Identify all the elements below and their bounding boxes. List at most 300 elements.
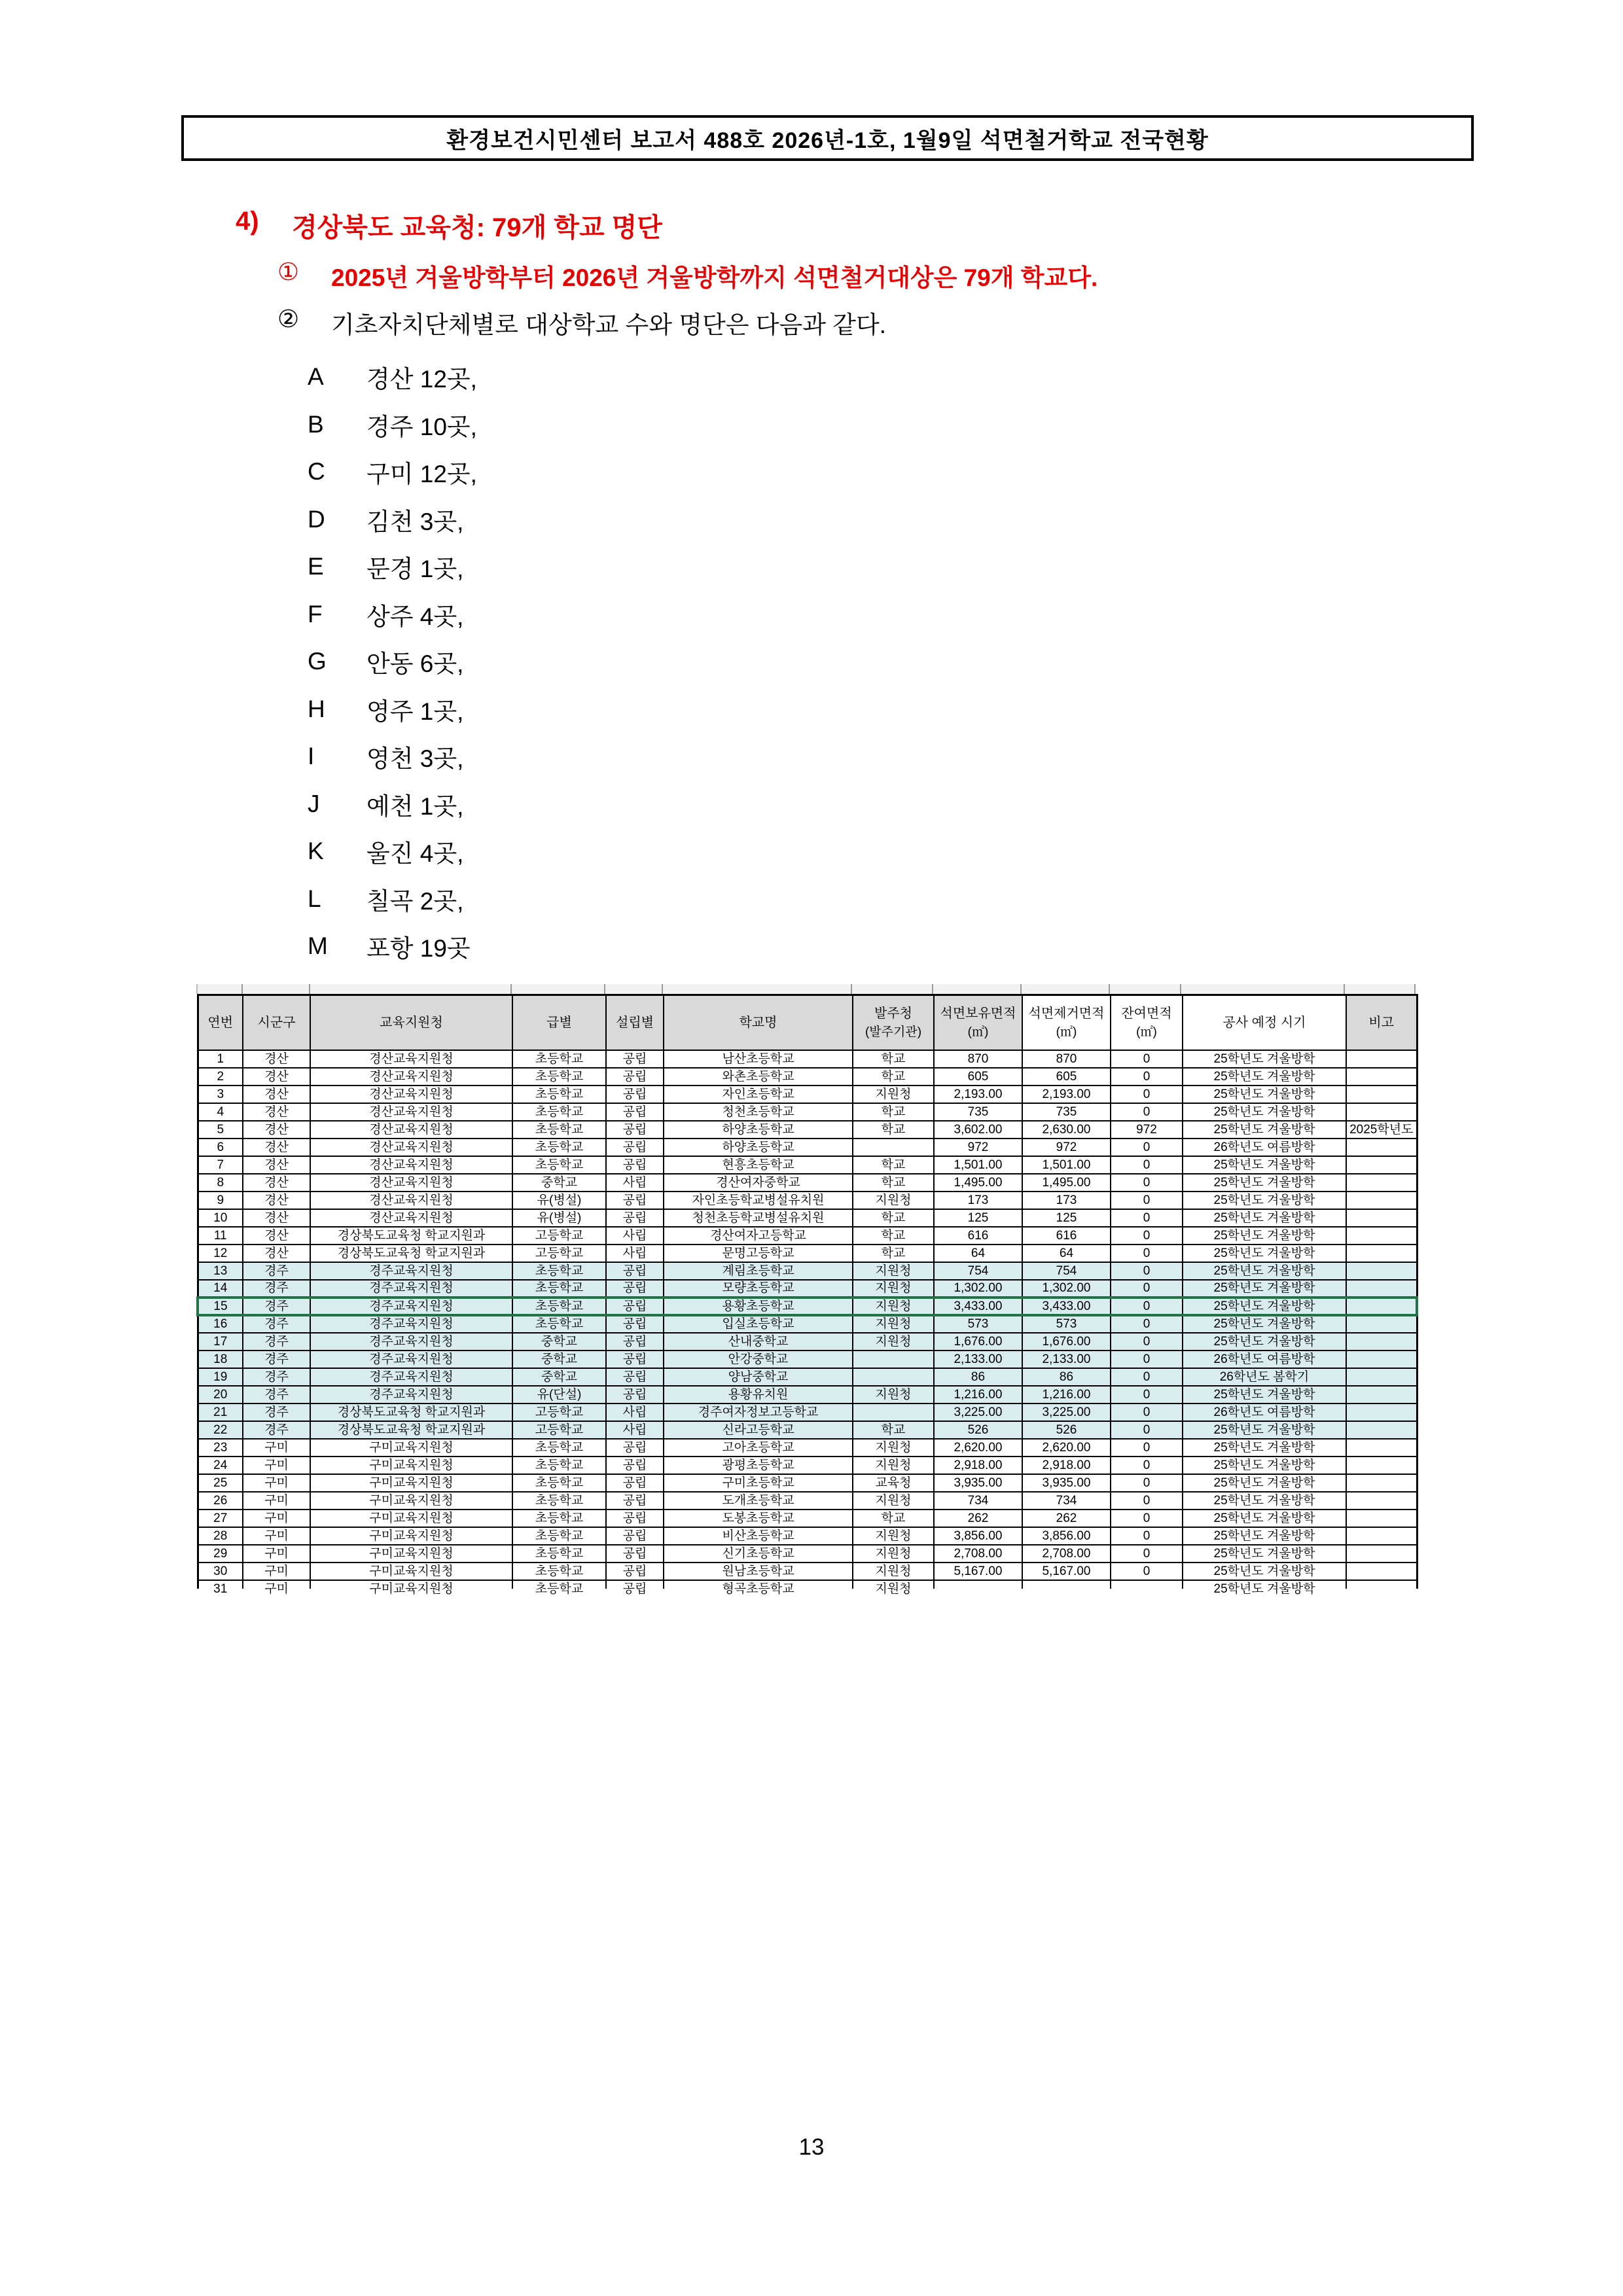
- report-title: 환경보건시민센터 보고서 488호 2026년-1호, 1월9일 석면철거학교 전국현황: [446, 128, 1209, 153]
- table-cell: 구미: [243, 1439, 310, 1457]
- section-heading: [236, 207, 662, 244]
- table-cell: 구미: [243, 1510, 310, 1527]
- table-cell: 9: [198, 1192, 243, 1209]
- table-cell: 구미교육지원청: [310, 1457, 512, 1474]
- column-header-label: 연번: [207, 1015, 234, 1030]
- table-cell: 지원청: [853, 1457, 934, 1474]
- table-cell: 원남초등학교: [664, 1563, 853, 1580]
- clipped-text: [200, 1581, 241, 1596]
- table-cell: 지원청: [853, 1333, 934, 1351]
- table-cell: 262: [1022, 1510, 1111, 1527]
- table-cell: [1346, 1139, 1417, 1156]
- table-cell: 25학년도 겨울방학: [1183, 1298, 1346, 1315]
- column-header-unit: (발주기관): [865, 1025, 922, 1039]
- table-cell: 지원청: [853, 1386, 934, 1404]
- table-cell: 자인초등학교병설유치원: [664, 1192, 853, 1209]
- table-cell: 0: [1111, 1333, 1183, 1351]
- table-cell: 0: [1111, 1315, 1183, 1333]
- clipped-text: [312, 1581, 510, 1596]
- school-table: [196, 994, 1418, 1596]
- section-item-2: [277, 305, 886, 340]
- table-cell: 5: [198, 1121, 243, 1139]
- table-cell: 573: [1022, 1315, 1111, 1333]
- table-cell: 경산교육지원청: [310, 1156, 512, 1174]
- table-cell: 공립: [606, 1139, 664, 1156]
- table-cell: 0: [1111, 1421, 1183, 1439]
- table-cell: 3,225.00: [934, 1404, 1022, 1421]
- sliver-cell: [198, 984, 243, 994]
- city-letter: E: [308, 553, 324, 580]
- table-cell: 유(단설): [512, 1386, 606, 1404]
- table-cell: 616: [1022, 1227, 1111, 1245]
- table-cell: 중학교: [512, 1333, 606, 1351]
- column-header-label: 급별: [546, 1015, 572, 1030]
- sliver-cell: [605, 984, 663, 994]
- table-cell: 23: [198, 1439, 243, 1457]
- city-count-text: 상주 4곳,: [366, 603, 464, 630]
- city-list-item: [308, 875, 477, 923]
- table-cell: 22: [198, 1421, 243, 1439]
- table-cell: 공립: [606, 1492, 664, 1510]
- table-cell: 24: [198, 1457, 243, 1474]
- table-cell: 초등학교: [512, 1563, 606, 1580]
- sliver-cell: [310, 984, 512, 994]
- table-cell: 경산교육지원청: [310, 1068, 512, 1086]
- table-row: [198, 1209, 1417, 1227]
- table-cell-partial: [1022, 1580, 1111, 1589]
- table-cell: 경산교육지원청: [310, 1086, 512, 1103]
- table-cell: 경산: [243, 1192, 310, 1209]
- table-cell: 양남중학교: [664, 1368, 853, 1386]
- table-cell: 안강중학교: [664, 1351, 853, 1368]
- table-cell: 학교: [853, 1227, 934, 1245]
- table-cell: 0: [1111, 1439, 1183, 1457]
- table-row: [198, 1103, 1417, 1121]
- column-header-label: 잔여면적: [1121, 1006, 1172, 1021]
- table-cell: [1346, 1439, 1417, 1457]
- clipped-text-inner: 구미교육지원청: [369, 1581, 454, 1596]
- clipped-text: [1185, 1581, 1344, 1596]
- clipped-text: [245, 1581, 308, 1596]
- column-header-label: 석면제거면적: [1028, 1006, 1105, 1021]
- table-cell: 신기초등학교: [664, 1545, 853, 1563]
- table-cell: 8: [198, 1174, 243, 1192]
- table-cell: 공립: [606, 1315, 664, 1333]
- city-letter: D: [308, 505, 325, 533]
- city-list-item: [308, 733, 477, 781]
- table-cell: 4: [198, 1103, 243, 1121]
- clipped-text: [1348, 1581, 1415, 1589]
- table-cell: 870: [934, 1050, 1022, 1068]
- table-cell: 1,216.00: [1022, 1386, 1111, 1404]
- table-cell: 경산: [243, 1121, 310, 1139]
- table-cell: [853, 1404, 934, 1421]
- city-count-text: 구미 12곳,: [366, 461, 477, 488]
- table-cell: 2,193.00: [934, 1086, 1022, 1103]
- clipped-text-inner: 31: [213, 1581, 228, 1596]
- table-cell: 26학년도 여름방학: [1183, 1404, 1346, 1421]
- table-cell: 경주: [243, 1262, 310, 1280]
- table-cell: 2,133.00: [934, 1351, 1022, 1368]
- table-cell: 초등학교: [512, 1545, 606, 1563]
- table-cell: 경산교육지원청: [310, 1192, 512, 1209]
- city-letter: C: [308, 458, 325, 486]
- table-row: [198, 1527, 1417, 1545]
- table-cell: 25학년도 겨울방학: [1183, 1527, 1346, 1545]
- table-cell: 173: [934, 1192, 1022, 1209]
- table-cell: 10: [198, 1209, 243, 1227]
- table-cell: 0: [1111, 1174, 1183, 1192]
- table-cell: 5,167.00: [934, 1563, 1022, 1580]
- table-cell: 870: [1022, 1050, 1111, 1068]
- table-cell: 경주: [243, 1368, 310, 1386]
- city-count-text: 칠곡 2곳,: [366, 887, 464, 915]
- table-cell: 0: [1111, 1192, 1183, 1209]
- table-cell: 학교: [853, 1050, 934, 1068]
- table-cell: [1346, 1103, 1417, 1121]
- table-cell: 초등학교: [512, 1156, 606, 1174]
- table-cell: 25학년도 겨울방학: [1183, 1386, 1346, 1404]
- table-cell: 학교: [853, 1121, 934, 1139]
- section-item-1: [277, 258, 1097, 293]
- table-cell: 0: [1111, 1245, 1183, 1262]
- city-count-text: 영천 3곳,: [366, 745, 464, 773]
- table-cell: 1,501.00: [1022, 1156, 1111, 1174]
- table-cell: 지원청: [853, 1492, 934, 1510]
- column-header-label: 비고: [1368, 1015, 1395, 1030]
- column-header: [1022, 995, 1111, 1050]
- table-cell: 경주교육지원청: [310, 1298, 512, 1315]
- section-number: 4): [236, 207, 259, 236]
- table-cell: 7: [198, 1156, 243, 1174]
- table-cell: 초등학교: [512, 1315, 606, 1333]
- city-list: [308, 353, 477, 970]
- table-cell: 초등학교: [512, 1280, 606, 1298]
- table-cell: 3,433.00: [1022, 1298, 1111, 1315]
- table-cell: 경주: [243, 1404, 310, 1421]
- column-header: [310, 995, 512, 1050]
- table-cell: [1346, 1368, 1417, 1386]
- table-cell: 공립: [606, 1527, 664, 1545]
- table-row: [198, 1457, 1417, 1474]
- table-cell: 3,856.00: [934, 1527, 1022, 1545]
- column-header: [1111, 995, 1183, 1050]
- table-cell: 학교: [853, 1068, 934, 1086]
- table-cell: [1346, 1492, 1417, 1510]
- table-cell: 학교: [853, 1174, 934, 1192]
- table-cell: 경주: [243, 1280, 310, 1298]
- table-cell: 0: [1111, 1545, 1183, 1563]
- table-cell: 공립: [606, 1280, 664, 1298]
- table-cell: 경주교육지원청: [310, 1368, 512, 1386]
- column-header: [512, 995, 606, 1050]
- table-cell: 0: [1111, 1139, 1183, 1156]
- table-cell: 16: [198, 1315, 243, 1333]
- table-cell: 용황초등학교: [664, 1298, 853, 1315]
- table-cell: 경산교육지원청: [310, 1139, 512, 1156]
- city-count-text: 문경 1곳,: [366, 556, 464, 583]
- table-cell: 0: [1111, 1050, 1183, 1068]
- table-cell: 173: [1022, 1192, 1111, 1209]
- table-cell: 초등학교: [512, 1439, 606, 1457]
- table-cell: 지원청: [853, 1563, 934, 1580]
- table-cell: 공립: [606, 1351, 664, 1368]
- table-cell: 1,676.00: [934, 1333, 1022, 1351]
- table-row-partial: [198, 1580, 1417, 1589]
- table-cell: 학교: [853, 1156, 934, 1174]
- table-cell: [1346, 1192, 1417, 1209]
- table-cell: 0: [1111, 1404, 1183, 1421]
- city-list-item: [308, 781, 477, 828]
- table-cell: 0: [1111, 1227, 1183, 1245]
- table-cell: 경산: [243, 1156, 310, 1174]
- table-cell: 초등학교: [512, 1527, 606, 1545]
- table-cell: 1,216.00: [934, 1386, 1022, 1404]
- city-letter: I: [308, 743, 315, 770]
- table-cell: 25학년도 겨울방학: [1183, 1121, 1346, 1139]
- table-cell: 현흥초등학교: [664, 1156, 853, 1174]
- column-header: [664, 995, 853, 1050]
- city-letter: H: [308, 695, 325, 722]
- table-cell: 30: [198, 1563, 243, 1580]
- table-header-row: [198, 995, 1417, 1050]
- table-cell: 25학년도 겨울방학: [1183, 1050, 1346, 1068]
- table-cell: 경산교육지원청: [310, 1103, 512, 1121]
- table-cell: [1346, 1227, 1417, 1245]
- table-cell: 경산교육지원청: [310, 1209, 512, 1227]
- table-cell: 경주: [243, 1421, 310, 1439]
- table-cell: 2,133.00: [1022, 1351, 1111, 1368]
- table-cell: 경주: [243, 1386, 310, 1404]
- table-cell: [1346, 1262, 1417, 1280]
- table-cell: 25학년도 겨울방학: [1183, 1068, 1346, 1086]
- table-cell: 지원청: [853, 1545, 934, 1563]
- city-count-text: 영주 1곳,: [366, 698, 464, 725]
- table-cell: 1,495.00: [1022, 1174, 1111, 1192]
- table-cell: 3,935.00: [934, 1474, 1022, 1492]
- table-row: [198, 1280, 1417, 1298]
- table-cell: 25학년도 겨울방학: [1183, 1262, 1346, 1280]
- table-cell: 0: [1111, 1280, 1183, 1298]
- table-cell: 2,620.00: [1022, 1439, 1111, 1457]
- table-cell: 사립: [606, 1227, 664, 1245]
- table-cell: 0: [1111, 1103, 1183, 1121]
- table-cell: 2,708.00: [934, 1545, 1022, 1563]
- clipped-text: [936, 1581, 1020, 1589]
- table-cell: 25학년도 겨울방학: [1183, 1103, 1346, 1121]
- table-cell: 경산: [243, 1227, 310, 1245]
- sliver-cell: [933, 984, 1022, 994]
- table-cell: 0: [1111, 1386, 1183, 1404]
- table-cell: 입실초등학교: [664, 1315, 853, 1333]
- clipped-text-inner: 형곡초등학교: [722, 1581, 794, 1596]
- table-cell: 3: [198, 1086, 243, 1103]
- table-cell: 경상북도교육청 학교지원과: [310, 1227, 512, 1245]
- table-cell: [1346, 1245, 1417, 1262]
- table-cell: 735: [934, 1103, 1022, 1121]
- table-row: [198, 1439, 1417, 1457]
- table-top-sliver: [196, 984, 1416, 994]
- column-header: [243, 995, 310, 1050]
- table-cell: 경산: [243, 1174, 310, 1192]
- table-cell: 고등학교: [512, 1245, 606, 1262]
- column-header: [606, 995, 664, 1050]
- table-row: [198, 1368, 1417, 1386]
- table-cell: 25학년도 겨울방학: [1183, 1280, 1346, 1298]
- table-row: [198, 1386, 1417, 1404]
- table-cell: 972: [1022, 1139, 1111, 1156]
- column-header: [198, 995, 243, 1050]
- table-cell: 0: [1111, 1368, 1183, 1386]
- table-cell: 경주여자정보고등학교: [664, 1404, 853, 1421]
- table-cell: [1346, 1050, 1417, 1068]
- table-cell: 초등학교: [512, 1457, 606, 1474]
- city-letter: G: [308, 648, 327, 675]
- city-count-text: 김천 3곳,: [366, 508, 464, 535]
- table-cell: 공립: [606, 1333, 664, 1351]
- table-cell: 공립: [606, 1103, 664, 1121]
- table-cell: 경산: [243, 1050, 310, 1068]
- table-cell: 학교: [853, 1245, 934, 1262]
- table-cell: 125: [1022, 1209, 1111, 1227]
- table-cell: 25: [198, 1474, 243, 1492]
- table-cell-partial: [243, 1580, 310, 1596]
- city-letter: B: [308, 410, 324, 438]
- table-cell-partial: [1346, 1580, 1417, 1589]
- table-cell: 공립: [606, 1262, 664, 1280]
- table-cell: 구미: [243, 1563, 310, 1580]
- table-cell-partial: [664, 1580, 853, 1596]
- table-cell: 0: [1111, 1068, 1183, 1086]
- table-cell: 0: [1111, 1209, 1183, 1227]
- table-cell: 25학년도 겨울방학: [1183, 1545, 1346, 1563]
- table-cell: 초등학교: [512, 1139, 606, 1156]
- table-row: [198, 1086, 1417, 1103]
- table-cell: 25학년도 겨울방학: [1183, 1209, 1346, 1227]
- table-cell: 972: [1111, 1121, 1183, 1139]
- table-cell: 29: [198, 1545, 243, 1563]
- table-cell: 초등학교: [512, 1492, 606, 1510]
- table-row: [198, 1262, 1417, 1280]
- city-count-text: 예천 1곳,: [366, 792, 464, 820]
- table-cell: 972: [934, 1139, 1022, 1156]
- table-cell: [1346, 1333, 1417, 1351]
- table-cell: 0: [1111, 1262, 1183, 1280]
- table-cell: 2,918.00: [1022, 1457, 1111, 1474]
- table-cell: 0: [1111, 1457, 1183, 1474]
- sliver-cell: [1345, 984, 1416, 994]
- table-cell: 구미교육지원청: [310, 1492, 512, 1510]
- table-cell: 구미교육지원청: [310, 1439, 512, 1457]
- table-cell: 경주교육지원청: [310, 1280, 512, 1298]
- clipped-text-inner: 지원청: [875, 1581, 912, 1596]
- city-letter: F: [308, 600, 323, 627]
- table-cell: 1,495.00: [934, 1174, 1022, 1192]
- table-cell: 86: [1022, 1368, 1111, 1386]
- table-cell: 구미: [243, 1474, 310, 1492]
- table-cell: 12: [198, 1245, 243, 1262]
- table-cell: 중학교: [512, 1368, 606, 1386]
- clipped-text: [1024, 1581, 1109, 1589]
- column-header-label: 공사 예정 시기: [1222, 1015, 1306, 1030]
- table-cell: 초등학교: [512, 1050, 606, 1068]
- table-cell: [1346, 1474, 1417, 1492]
- section-title: 경상북도 교육청: 79개 학교 명단: [292, 213, 662, 242]
- circled-two: ②: [277, 306, 300, 332]
- table-cell: [1346, 1086, 1417, 1103]
- table-cell: 21: [198, 1404, 243, 1421]
- table-cell: 문명고등학교: [664, 1245, 853, 1262]
- city-list-item: [308, 401, 477, 449]
- table-cell: 구미초등학교: [664, 1474, 853, 1492]
- table-cell: 청천초등학교: [664, 1103, 853, 1121]
- table-cell: 25학년도 겨울방학: [1183, 1510, 1346, 1527]
- table-cell: 청천초등학교병설유치원: [664, 1209, 853, 1227]
- column-header-label: 학교명: [739, 1015, 777, 1030]
- table-row: [198, 1298, 1417, 1315]
- table-cell: 경산: [243, 1086, 310, 1103]
- table-row: [198, 1174, 1417, 1192]
- city-letter: J: [308, 790, 320, 817]
- table-cell: 공립: [606, 1209, 664, 1227]
- table-cell: 경산: [243, 1209, 310, 1227]
- clipped-text: [1113, 1581, 1181, 1589]
- table-cell: 25학년도 겨울방학: [1183, 1563, 1346, 1580]
- table-cell: 2025학년도: [1346, 1121, 1417, 1139]
- table-cell: 0: [1111, 1156, 1183, 1174]
- table-cell: 고아초등학교: [664, 1439, 853, 1457]
- table-cell-partial: [934, 1580, 1022, 1589]
- table-cell: [1346, 1545, 1417, 1563]
- sliver-cell: [1181, 984, 1345, 994]
- table-cell: 25학년도 겨울방학: [1183, 1333, 1346, 1351]
- table-cell: 25학년도 겨울방학: [1183, 1086, 1346, 1103]
- table-cell: 도봉초등학교: [664, 1510, 853, 1527]
- section-item-2-text: 기초자치단체별로 대상학교 수와 명단은 다음과 같다.: [331, 311, 887, 338]
- table-cell: 공립: [606, 1474, 664, 1492]
- table-cell: 1: [198, 1050, 243, 1068]
- table-cell: 고등학교: [512, 1421, 606, 1439]
- table-cell: 사립: [606, 1245, 664, 1262]
- table-cell: 1,501.00: [934, 1156, 1022, 1174]
- table-cell: 구미교육지원청: [310, 1527, 512, 1545]
- city-letter: K: [308, 838, 324, 865]
- table-cell: 573: [934, 1315, 1022, 1333]
- table-cell-partial: [606, 1580, 664, 1596]
- sliver-cell: [852, 984, 933, 994]
- table-cell: 2,630.00: [1022, 1121, 1111, 1139]
- table-cell: 초등학교: [512, 1510, 606, 1527]
- table-cell: 도개초등학교: [664, 1492, 853, 1510]
- table-cell: 754: [1022, 1262, 1111, 1280]
- city-count-text: 포항 19곳: [366, 935, 471, 963]
- table-cell: 공립: [606, 1050, 664, 1068]
- table-cell: 지원청: [853, 1192, 934, 1209]
- report-header-box: [181, 115, 1474, 161]
- column-header-label: 발주청: [874, 1006, 912, 1021]
- clipped-text: [855, 1581, 932, 1596]
- city-list-item: [308, 686, 477, 733]
- table-cell: 0: [1111, 1474, 1183, 1492]
- table-cell: 와촌초등학교: [664, 1068, 853, 1086]
- table-cell: 25학년도 겨울방학: [1183, 1474, 1346, 1492]
- table-row: [198, 1068, 1417, 1086]
- table-cell: 15: [198, 1298, 243, 1315]
- table-cell-partial: [310, 1580, 512, 1596]
- table-cell: 2,193.00: [1022, 1086, 1111, 1103]
- table-cell: 0: [1111, 1298, 1183, 1315]
- table-cell: [1346, 1527, 1417, 1545]
